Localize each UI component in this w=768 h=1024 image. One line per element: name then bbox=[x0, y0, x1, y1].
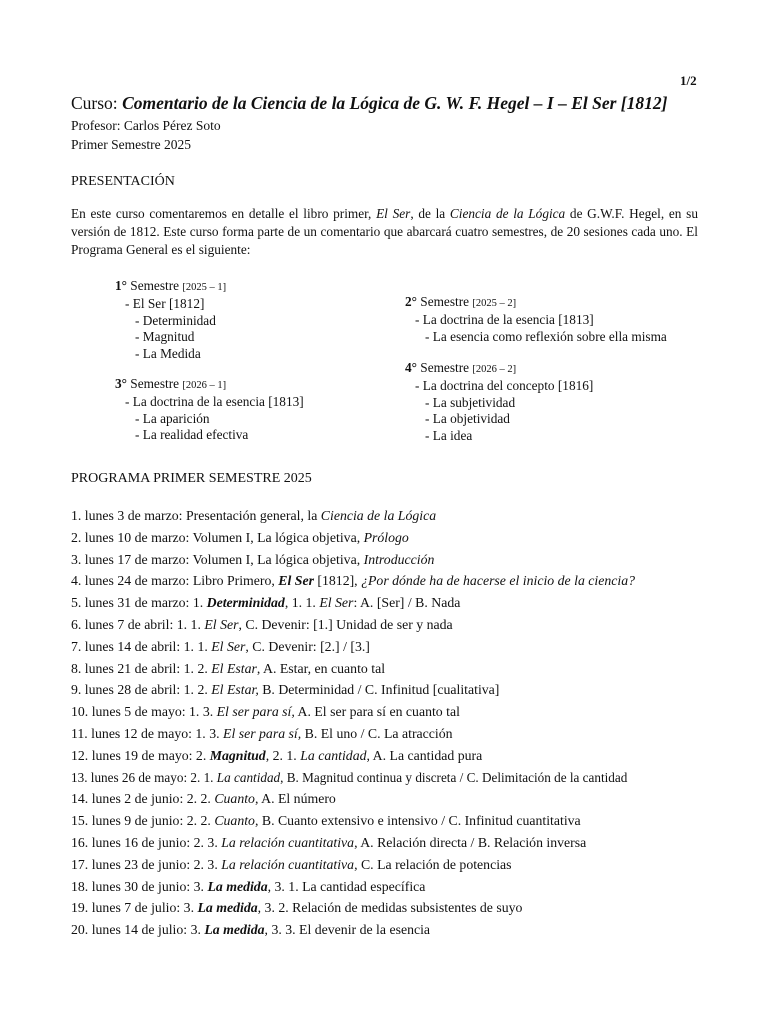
session-text: 15. lunes 9 de junio: 2. 2. bbox=[71, 813, 215, 829]
session-item bbox=[71, 659, 701, 681]
session-text: , C. Devenir: [2.] / [3.] bbox=[245, 638, 370, 654]
course-title-text: Comentario de la Ciencia de la Lógica de G. W. F. Hegel – I – El Ser [1812] bbox=[122, 93, 668, 113]
semester-number: 4° bbox=[405, 360, 417, 375]
session-strong: El Ser bbox=[278, 573, 314, 589]
semester-period: [2025 – 2] bbox=[472, 298, 517, 309]
intro-text-e: de G.W.F. Hegel, en su versión de 1812. Este curso forma parte de un comentario que abarcará cuatro semestres, de 20 sesiones cada uno. El Programa General es el siguiente: bbox=[71, 206, 698, 257]
semester-heading bbox=[405, 294, 667, 312]
session-item bbox=[71, 898, 701, 920]
session-item bbox=[71, 637, 701, 659]
session-text: 3. lunes 17 de marzo: Volumen I, La lógica objetiva, bbox=[71, 551, 364, 567]
semester-item: - La objetividad bbox=[425, 411, 510, 427]
semester-heading bbox=[115, 376, 304, 394]
session-emph: Ciencia de la Lógica bbox=[320, 508, 437, 523]
session-item bbox=[71, 593, 701, 615]
session-text: 10. lunes 5 de mayo: 1. 3. bbox=[71, 704, 217, 720]
session-list bbox=[71, 506, 701, 942]
semester-label: Semestre bbox=[126, 376, 183, 391]
session-item bbox=[71, 768, 701, 790]
semester-item: - La subjetividad bbox=[425, 394, 516, 410]
semester-block-1 bbox=[115, 278, 226, 362]
session-text: 17. lunes 23 de junio: 2. 3. bbox=[71, 856, 222, 872]
session-text: 11. lunes 12 de mayo: 1. 3. bbox=[71, 725, 224, 741]
course-title bbox=[71, 93, 667, 114]
session-text: , 3. 3. El devenir de la esencia bbox=[264, 922, 431, 938]
session-item bbox=[71, 811, 701, 833]
program-heading: PROGRAMA PRIMER SEMESTRE 2025 bbox=[71, 471, 312, 486]
session-text: , 2. 1. bbox=[265, 747, 301, 763]
session-text: 7. lunes 14 de abril: 1. 1. bbox=[71, 638, 212, 654]
session-text: 20. lunes 14 de julio: 3. bbox=[71, 922, 205, 938]
semester-number: 3° bbox=[115, 376, 127, 391]
semester-label: Semestre bbox=[416, 360, 473, 375]
semester-item: - La realidad efectiva bbox=[135, 427, 249, 443]
semester-item: - La idea bbox=[425, 427, 473, 443]
session-item bbox=[71, 615, 701, 637]
session-item bbox=[71, 550, 701, 572]
session-emph: Introducción bbox=[363, 551, 435, 567]
professor-line: Profesor: Carlos Pérez Soto bbox=[71, 118, 221, 133]
intro-book-title: Ciencia de la Lógica bbox=[449, 206, 566, 221]
session-item bbox=[71, 877, 701, 899]
intro-text-c: , de la bbox=[410, 206, 450, 221]
semester-item: - La esencia como reflexión sobre ella misma bbox=[425, 328, 667, 344]
session-emph: ¿Por dónde ha de hacerse el inicio de la ciencia? bbox=[361, 573, 636, 589]
session-item bbox=[71, 571, 701, 593]
session-text: 9. lunes 28 de abril: 1. 2. bbox=[71, 682, 212, 698]
presentation-paragraph bbox=[71, 205, 698, 259]
session-item bbox=[71, 746, 701, 768]
session-item bbox=[71, 789, 701, 811]
session-strong: La medida bbox=[204, 922, 265, 938]
session-strong: Magnitud bbox=[209, 747, 266, 763]
session-text: B. Determinidad / C. Infinitud [cualitativa] bbox=[258, 682, 500, 698]
semester-label: Semestre bbox=[416, 294, 473, 309]
session-item bbox=[71, 833, 701, 855]
course-label: Curso: bbox=[71, 93, 123, 113]
semester-item: - La doctrina del concepto [1816] bbox=[415, 378, 594, 394]
session-emph: El Estar, bbox=[211, 682, 259, 698]
session-item bbox=[71, 506, 701, 528]
session-text: 14. lunes 2 de junio: 2. 2. bbox=[71, 791, 215, 807]
session-text: 6. lunes 7 de abril: 1. 1. bbox=[71, 616, 205, 632]
semester-item: - La Medida bbox=[135, 345, 201, 361]
semester-period: [2026 – 2] bbox=[472, 364, 517, 375]
session-strong: La medida bbox=[207, 878, 268, 894]
session-text: A. El ser para sí en cuanto tal bbox=[294, 704, 460, 720]
session-emph: El Ser bbox=[319, 595, 354, 611]
semester-block-2 bbox=[405, 294, 667, 345]
semester-item: - La aparición bbox=[135, 410, 210, 426]
semester-heading bbox=[115, 278, 226, 296]
session-text: 16. lunes 16 de junio: 2. 3. bbox=[71, 834, 222, 850]
session-text: 5. lunes 31 de marzo: 1. bbox=[71, 595, 207, 611]
session-emph: La cantidad bbox=[300, 747, 367, 763]
semester-item: - Determinidad bbox=[135, 312, 216, 328]
session-item bbox=[71, 920, 701, 942]
session-text: 13. lunes 26 de mayo: 2. 1. bbox=[71, 769, 217, 785]
session-text: 8. lunes 21 de abril: 1. 2. bbox=[71, 660, 212, 676]
session-emph: El ser para sí, bbox=[223, 725, 302, 741]
semester-block-4 bbox=[405, 360, 593, 444]
session-text: 2. lunes 10 de marzo: Volumen I, La lógica objetiva, bbox=[71, 529, 364, 545]
session-item bbox=[71, 724, 701, 746]
semester-heading bbox=[405, 360, 593, 378]
session-emph: Cuanto bbox=[214, 791, 255, 807]
session-text: , 1. 1. bbox=[284, 595, 320, 611]
session-emph: La relación cuantitativa bbox=[221, 856, 355, 872]
session-emph: Prólogo bbox=[363, 529, 409, 545]
semester-period: [2026 – 1] bbox=[182, 380, 227, 391]
presentation-heading: PRESENTACIÓN bbox=[71, 174, 175, 189]
session-text: [1812], bbox=[313, 573, 362, 589]
session-emph: El Ser bbox=[204, 616, 239, 632]
session-text: , A. Estar, en cuanto tal bbox=[256, 660, 386, 676]
semester-item: - El Ser [1812] bbox=[125, 296, 205, 312]
session-text: , A. El número bbox=[254, 791, 336, 807]
semester-item: - La doctrina de la esencia [1813] bbox=[415, 312, 594, 328]
semester-line: Primer Semestre 2025 bbox=[71, 137, 191, 152]
session-strong: La medida bbox=[197, 900, 258, 916]
session-text: 19. lunes 7 de julio: 3. bbox=[71, 900, 198, 916]
session-item bbox=[71, 680, 701, 702]
session-text: , C. Devenir: [1.] Unidad de ser y nada bbox=[238, 616, 453, 632]
session-text: , B. Cuanto extensivo e intensivo / C. Infinitud cuantitativa bbox=[254, 813, 581, 829]
session-strong: Determinidad bbox=[206, 595, 285, 611]
session-text: , A. Relación directa / B. Relación inversa bbox=[354, 834, 587, 850]
semester-period: [2025 – 1] bbox=[182, 282, 227, 293]
session-text: 18. lunes 30 de junio: 3. bbox=[71, 878, 208, 894]
page-number: 1/2 bbox=[680, 73, 697, 88]
session-item bbox=[71, 702, 701, 724]
session-text: , A. La cantidad pura bbox=[366, 747, 483, 763]
session-text: 12. lunes 19 de mayo: 2. bbox=[71, 747, 210, 763]
semester-number: 1° bbox=[115, 278, 127, 293]
semester-block-3 bbox=[115, 376, 304, 444]
session-emph: La cantidad bbox=[216, 769, 281, 785]
semester-label: Semestre bbox=[126, 278, 183, 293]
session-text: 1. lunes 3 de marzo: Presentación general, la bbox=[71, 508, 321, 523]
session-emph: El Estar bbox=[211, 660, 257, 676]
session-emph: La relación cuantitativa bbox=[221, 834, 355, 850]
session-text: , 3. 1. La cantidad específica bbox=[267, 878, 426, 894]
semester-item: - La doctrina de la esencia [1813] bbox=[125, 394, 304, 410]
intro-work-title: El Ser bbox=[376, 206, 411, 221]
session-text: , C. La relación de potencias bbox=[354, 856, 512, 872]
intro-text-a: En este curso comentaremos en detalle el libro primer, bbox=[71, 206, 377, 221]
session-item bbox=[71, 855, 701, 877]
session-item bbox=[71, 528, 701, 550]
session-emph: El ser para sí, bbox=[216, 704, 295, 720]
session-text: : A. [Ser] / B. Nada bbox=[353, 595, 461, 611]
session-emph: Cuanto bbox=[214, 813, 255, 829]
semester-number: 2° bbox=[405, 294, 417, 309]
session-emph: El Ser bbox=[211, 638, 246, 654]
session-text: 4. lunes 24 de marzo: Libro Primero, bbox=[71, 573, 279, 589]
session-text: , 3. 2. Relación de medidas subsistentes de suyo bbox=[257, 900, 523, 916]
session-text: , B. Magnitud continua y discreta / C. Delimitación de la cantidad bbox=[280, 769, 628, 785]
semester-item: - Magnitud bbox=[135, 329, 195, 345]
session-text: B. El uno / C. La atracción bbox=[301, 725, 453, 741]
